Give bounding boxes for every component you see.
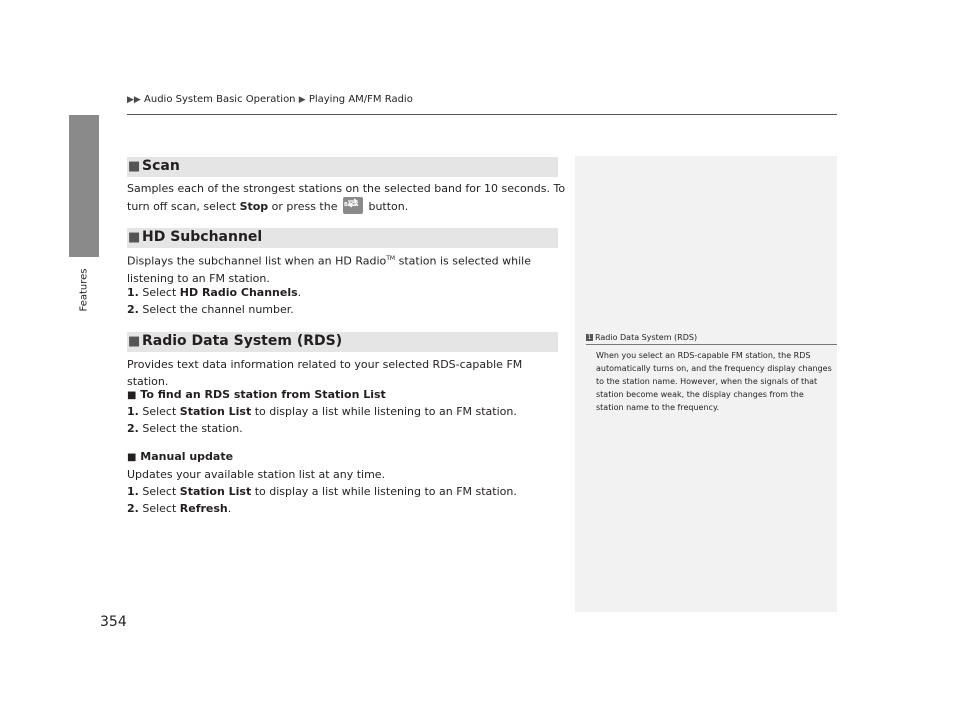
- section-title: Radio Data System (RDS): [142, 333, 343, 349]
- scan-text-after: button.: [364, 200, 409, 213]
- scan-text-middle: or press the: [268, 200, 341, 213]
- scan-description: [127, 180, 567, 215]
- breadcrumb: [127, 94, 413, 105]
- step-number: 1.: [127, 485, 139, 498]
- trademark-mark: TM: [386, 255, 396, 262]
- rds-intro: Provides text data information related to your selected RDS-capable FM station.: [127, 358, 523, 388]
- chapter-label-text: Features: [78, 268, 90, 312]
- breadcrumb-arrow-icon: ▶▶: [127, 95, 141, 105]
- back-icon-label: BACK: [343, 202, 359, 208]
- step-text: Select: [142, 502, 180, 515]
- step-number: 1.: [127, 405, 139, 418]
- step-term: Station List: [179, 405, 252, 418]
- chapter-label: [69, 255, 99, 325]
- step-text-after: to display a list while listening to an FM station.: [251, 485, 517, 498]
- note-divider: [586, 344, 837, 345]
- section-heading-rds: [127, 332, 558, 352]
- step-text: Select the station.: [142, 422, 243, 435]
- section-heading-scan: [127, 157, 558, 177]
- section-title: Scan: [142, 158, 180, 174]
- hd-step: [127, 284, 567, 301]
- rds-find-step: [127, 420, 567, 437]
- manual-update-step: [127, 500, 567, 517]
- note-heading: [586, 333, 697, 342]
- step-number: 1.: [127, 286, 139, 299]
- breadcrumb-arrow-icon: ▶: [298, 95, 306, 105]
- step-term: HD Radio Channels: [179, 286, 298, 299]
- step-text: Select: [142, 286, 180, 299]
- back-button-icon: [343, 197, 363, 214]
- note-text: When you select an RDS-capable FM station, the RDS automatically turns on, and the frequency display changes to the station name. However, when the signals of that station become weak, the display changes from the station name to the frequency.: [596, 351, 832, 412]
- step-term: Refresh: [179, 502, 228, 515]
- note-title: Radio Data System (RDS): [595, 333, 698, 342]
- rds-find-step: [127, 403, 567, 420]
- scan-text: Samples each of the strongest stations on the selected band for 10 seconds. To turn off scan, select: [127, 182, 566, 213]
- step-text: Select: [142, 485, 180, 498]
- step-text-after: .: [297, 286, 302, 299]
- step-term: Station List: [179, 485, 252, 498]
- section-title: HD Subchannel: [142, 229, 263, 245]
- stop-label: Stop: [239, 200, 269, 213]
- subheading-manual-update: [127, 450, 233, 463]
- step-number: 2.: [127, 303, 139, 316]
- step-text-after: to display a list while listening to an FM station.: [251, 405, 517, 418]
- subheading-marker-icon: ■: [127, 390, 137, 401]
- hd-text-after: station is selected while listening to an FM station.: [127, 254, 532, 285]
- hd-text: Displays the subchannel list when an HD Radio: [127, 254, 387, 268]
- breadcrumb-item-am-fm-radio[interactable]: Playing AM/FM Radio: [308, 94, 413, 105]
- step-text: Select: [142, 405, 180, 418]
- note-reference-icon: 1: [587, 334, 592, 341]
- section-marker-icon: ■: [128, 334, 141, 349]
- hd-step: [127, 301, 567, 318]
- breadcrumb-item-basic-operation[interactable]: Audio System Basic Operation: [144, 94, 296, 105]
- hd-description: [127, 250, 567, 287]
- step-text-after: .: [227, 502, 232, 515]
- manual-update-step: [127, 483, 567, 500]
- section-marker-icon: ■: [128, 230, 141, 245]
- step-number: 2.: [127, 502, 139, 515]
- page-number: 354: [100, 614, 127, 630]
- section-marker-icon: ■: [128, 159, 141, 174]
- subheading-marker-icon: ■: [127, 452, 137, 463]
- subheading-find-rds-station: [127, 388, 386, 401]
- header-divider: [127, 114, 837, 115]
- subheading-text: To find an RDS station from Station List: [140, 388, 386, 401]
- section-heading-hd-subchannel: [127, 228, 558, 248]
- step-number: 2.: [127, 422, 139, 435]
- subheading-text: Manual update: [140, 450, 234, 463]
- step-text: Select the channel number.: [142, 303, 294, 316]
- manual-update-text: Updates your available station list at any time.: [127, 468, 386, 481]
- chapter-tab: [69, 115, 99, 257]
